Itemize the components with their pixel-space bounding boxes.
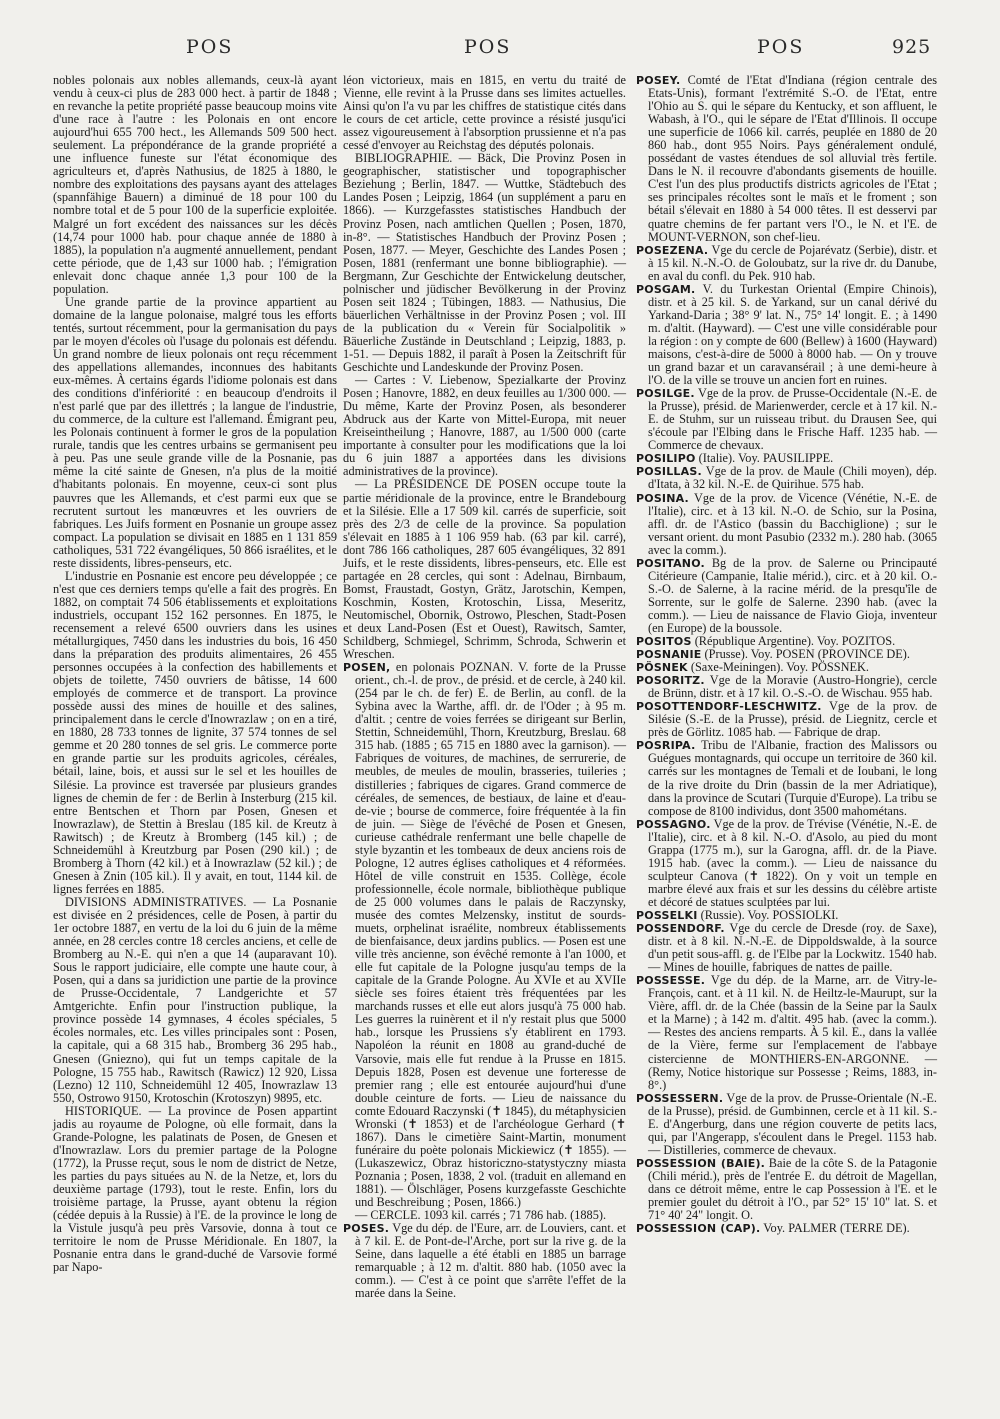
- entry-headword: PÖSNEK: [636, 661, 688, 675]
- entry-text: (République Argentine). Voy. POZITOS.: [694, 634, 896, 649]
- running-head-left: POS: [186, 36, 234, 58]
- entry-text: Vge de la prov. de Prusse-Orientale (N.-E. de la Prusse), présid. de Gumbinnen, cercle et à 11 kil. S.-E. d'Angerburg, dans une région couverte de petits lacs, qui, par l'Angerapp, s'écoulent dans le Pregel. 1153 hab. — Distilleries, commerce de chevaux.: [648, 1090, 937, 1157]
- dictionary-entry: [636, 244, 937, 283]
- entry-headword: POSSESSERN.: [636, 1091, 724, 1105]
- column-middle: [343, 74, 626, 1300]
- entry-headword: POSSESSE.: [636, 974, 706, 988]
- paragraph: Une grande partie de la province appartient au domaine de la langue polonaise, malgré tous les efforts tentés, surtout récemment, pour la germanisation du pays par le moyen d'écoles où l'usage du polonais est défendu. Un grand nombre de lieux polonais ont reçu récemment des appellations allemandes, inconnues des habitants eux-mêmes. À certains égards l'idiome polonais est dans des conditions d'infériorité : en beaucoup d'endroits il n'est parlé que par des illettrés ; la langue de l'industrie, du commerce, de la culture est l'allemand. Émigrant peu, les Polonais continuent à former le gros de la population rurale, tandis que les centres urbains se germanisent peu à peu. Pas une seule grande ville de la Posnanie, pas même la cité sainte de Gnesen, n'a plus de la moitié d'habitants polonais. En moyenne, ceux-ci sont plus pauvres que les Allemands, et c'est parmi eux que se recrutent surtout les manœuvres et les ouvriers de fabriques. Les Juifs forment en Posnanie un groupe assez compact. La population se divisait en 1885 en 1 131 859 catholiques, 531 722 évangéliques, 50 866 israélites, et le reste dissidents, libres-penseurs, etc.: [53, 294, 337, 570]
- entry-text: Vge de la prov. de Prusse-Occidentale (N.-E. de la Prusse), présid. de Marienwerder, cercle et à 17 kil. N.-E. de Stuhm, sur un ruisseau tribut. du Drausen See, qui s'écoule par l'Elbing dans le Frische Haff. 1235 hab. — Commerce de chevaux.: [648, 386, 938, 453]
- entry-headword: POSILIPO: [636, 452, 696, 466]
- running-head-middle: POS: [464, 36, 512, 58]
- entry-headword: POSSENDORF.: [636, 922, 725, 936]
- paragraph: nobles polonais aux nobles allemands, ceux-là ayant vendu à ceux-ci plus de 283 000 hect. à partir de 1848 ; en revanche la petite propriété passe beaucoup moins vite d'une race à l'autre : les Polonais en ont encore aujourd'hui 655 700 hect., les Allemands 509 500 hect. seulement. La prépondérance de la grande propriété a une influence funeste sur l'état économique des agriculteurs et, d'après Nathusius, de 1825 à 1880, le nombre des exploitations des paysans ayant des attelages (spannfähige Bauern) a diminué de 18 pour 100 du nombre total et de 5 pour 100 de la superficie exploitée. Malgré un fort excédent des naissances sur les décès (14,74 pour 1000 hab. pour chaque année de 1880 à 1885), la population n'a augmenté annuellement, pendant cette période, que de 1,43 sur 1000 hab. ; l'émigration enlevait donc chaque année 1,3 pour 100 de la population.: [53, 73, 337, 296]
- entry-headword: POSEN,: [343, 661, 391, 675]
- dictionary-entry: [343, 661, 626, 1209]
- entry-text: Vge du dép. de la Marne, arr. de Vitry-le-François, cant. et à 11 kil. N. de Heiltz-le-Maurupt, sur la Vière, affl. dr. de la Chée (bassin de la Seine par la Saulx et la Marne) ; à 142 m. d'altit. 495 hab. (avec la comm.). — Restes des anciens remparts. À 5 kil. E., dans la vallée de la Vière, ferme sur l'emplacement de l'abbaye cistercienne de MONTHIERS-EN-ARGONNE. — (Remy, Notice historique sur Possesse ; Reims, 1883, in-8°.): [648, 973, 937, 1092]
- dictionary-entry: [636, 739, 937, 817]
- paragraph: DIVISIONS ADMINISTRATIVES. — La Posnanie est divisée en 2 présidences, celle de Posen, à partir du 1er octobre 1887, en vertu de la loi du 6 juin de la même année, en 28 cercles contre 18 cercles anciens, et celle de Bromberg au N.-E. qui n'en a que 14 (auparavant 10). Sous le rapport judiciaire, elle compte une haute cour, à Posen, qui a dans sa juridiction une partie de la province de Prusse-Occidentale, 7 Landgerichte et 57 Amtgerichte. Enfin pour l'instruction publique, la province possède 14 gymnases, 4 écoles spéciales, 5 écoles normales, etc. Les villes principales sont : Posen, la capitale, qui a 68 315 hab., Bromberg 36 295 hab., Gnesen (Gniezno), qui fut un temps capitale de la Pologne, 15 755 hab., Rawitsch (Rawicz) 12 920, Lissa (Lezno) 12 110, Schneidemühl 12 405, Inowrazlaw 13 550, Ostrowo 9150, Krotoschin (Krotoszyn) 9895, etc.: [53, 894, 337, 1105]
- entry-text: Voy. PALMER (TERRE DE).: [763, 1221, 910, 1236]
- entry-headword: POSNANIE: [636, 648, 702, 662]
- entry-headword: POSORITZ.: [636, 674, 705, 688]
- paragraph: — La PRÉSIDENCE DE POSEN occupe toute la partie méridionale de la province, entre le Brandebourg et la Silésie. Elle a 17 509 kil. carrés de superficie, soit près des 2/3 de celle de la province. Sa population s'élevait en 1885 à 1 106 959 hab. (63 par kil. carré), dont 786 166 catholiques, 287 605 évangéliques, 32 891 Juifs, et le reste dissidents, libres-penseurs, etc. Elle est partagée en 28 cercles, qui sont : Adelnau, Birnbaum, Bomst, Fraustadt, Gostyn, Grätz, Jarotschin, Kempen, Koschmin, Kosten, Krotoschin, Lissa, Meseritz, Neutomischel, Obornik, Ostrowo, Pleschen, Stadt-Posen et deux Land-Posen (Est et Ouest), Rawitsch, Samter, Schildberg, Schmiegel, Schrimm, Schroda, Schwerin et Wreschen.: [343, 477, 626, 662]
- entry-text: Vge de la Moravie (Austro-Hongrie), cercle de Brünn, distr. et à 17 kil. O.-S.-O. de Wischau. 955 hab.: [648, 673, 937, 701]
- running-head-right: POS: [757, 36, 805, 58]
- entry-headword: POSEY.: [636, 74, 681, 87]
- entry-text: V. du Turkestan Oriental (Empire Chinois), distr. et à 25 kil. S. de Yarkand, sur un canal dérivé du Yarkand-Daria ; 38° 9' lat. N., 75° 14' longit. E. ; à 1490 m. d'altit. (Hayward). — C'est une ville considérable pour la région : on y compte de 600 (Bellew) à 1600 (Hayward) maisons, c'est-à-dire de 5000 à 8000 hab. — On y trouve un grand bazar et un caravansérail ; à une demi-heure à l'O. de la ville se trouve un ancien fort en ruines.: [648, 281, 937, 388]
- entry-headword: POSSELKI: [636, 909, 698, 922]
- entry-text: (Prusse). Voy. POSEN (PROVINCE DE).: [704, 647, 910, 662]
- entry-text: Bg de la prov. de Salerne ou Principauté Citérieure (Campanie, Italie mérid.), circ. et à 20 kil. O.-S.-O. de Salerne, à la racine mérid. de la presqu'île de Sorrente, sur le golfe de Salerne. 2390 hab. (avec la comm.). — Lieu de naissance de Flavio Gioja, inventeur (en Europe) de la boussole.: [648, 555, 937, 635]
- entry-text: Vge de la prov. de Maule (Chili moyen), dép. d'Itata, à 32 kil. N.-E. de Quirihue. 575 hab.: [648, 464, 937, 492]
- dictionary-entry: [636, 1092, 937, 1157]
- entry-text: en polonais POZNAN. V. forte de la Prusse orient., ch.-l. de prov., de présid. et de cercle, à 240 kil. (254 par le ch. de fer) E. de Berlin, au confl. de la Sybina avec la Warthe, affl. dr. de l'Oder ; à 95 m. d'altit. ; centre de voies ferrées se dirigeant sur Berlin, Stettin, Schneidemühl, Thorn, Kreutzburg, Breslau. 68 315 hab. (1885 ; 65 715 en 1880 avec la garnison). — Fabriques de voitures, de machines, de serrurerie, de meubles, de meules de moulin, brasseries, tuileries ; distilleries ; fabriques de cigares. Grand commerce de céréales, de semences, de bestiaux, de laine et d'eau-de-vie ; bourse de commerce, foire fréquentée à la fin de juin. — Siège de l'évêché de Posen et Gnesen, curieuse cathédrale renfermant une belle chapelle de style byzantin et les tombeaux de deux anciens rois de Pologne, 12 autres églises catholiques et 4 réformées. Hôtel de ville construit en 1535. Collège, école professionnelle, école normale, bibliothèque publique de 25 000 volumes dans le palais de Raczynsky, musée des comtes Melzensky, institut de sourds-muets, orphelinat israélite, nombreux établissements de bienfaisance, deux jardins publics. — Posen est une ville très ancienne, son évêché remonte à l'an 1000, et elle fut capitale de la Pologne jusqu'au temps de la capitale de la Grande Pologne. Au XVIe et au XVIIe siècle ses foires étaient très fréquentées par les marchands russes et elle eut alors jusqu'à 75 000 hab. Les guerres la ruinèrent et il n'y restait plus que 5000 hab., lorsque les Prussiens s'y établirent en 1793. Napoléon la réunit en 1808 au grand-duché de Varsovie, mais elle fut rendue à la Prusse en 1815. Depuis 1828, Posen est devenue une forteresse de premier rang ; elle est entourée aujourd'hui d'une double ceinture de forts. — Lieu de naissance du comte Edouard Raczynski (✝ 1845), du métaphysicien Wronski (✝ 1853) et de l'archéologue Gerhard (✝ 1867). Dans le cimetière Saint-Martin, monument funéraire du poète polonais Mickiewicz (✝ 1855). — (Lukaszewicz, Obraz historiczno-statystyczny miasta Poznania ; Posen, 1838, 2 vol. (traduit en allemand en 1881). — Ölschläger, Posens kurzgefasste Geschichte und Beschreibung ; Posen, 1866.): [355, 660, 626, 1210]
- entry-text: (Italie). Voy. PAUSILIPPE.: [698, 451, 834, 466]
- dictionary-entry: [636, 557, 937, 635]
- entry-headword: POSOTTENDORF-LESCHWITZ.: [636, 700, 822, 714]
- entry-text: Vge du cercle de Dresde (roy. de Saxe), distr. et à 8 kil. N.-N.-E. de Dippoldswalde, à la source d'un petit sous-affl. g. de l'Elbe par la Lockwitz. 1540 hab. — Mines de houille, fabriques de nattes de paille.: [648, 921, 937, 975]
- entry-text: Comté de l'Etat d'Indiana (région centrale des Etats-Unis), formant l'extrémité S.-O. de l'Etat, entre l'Ohio au S. qui le sépare du Kentucky, et son affluent, le Wabash, à l'O., qui le sépare de l'Etat d'Illinois. Il occupe une superficie de 1066 kil. carrés, peuplée en 1880 de 20 860 hab., dont 955 Noirs. Pays généralement ondulé, possédant de vastes étendues de sol alluvial très fertile. Dans le N. il recouvre d'abondants gisements de houille. C'est l'un des plus productifs districts agricoles de l'Etat ; ses principales récoltes sont le maïs et le froment ; son bétail s'élevait en 1880 à 54 000 têtes. Il est desservi par quatre chemins de fer partant vers l'O., le N. et l'E. de MOUNT-VERNON, son chef-lieu.: [648, 73, 937, 244]
- entry-headword: POSES.: [343, 1222, 390, 1236]
- entry-headword: POSILLAS.: [636, 465, 702, 479]
- dictionary-entry: [636, 1222, 937, 1235]
- entry-headword: POSINA.: [636, 491, 689, 505]
- entry-headword: POSILGE.: [636, 387, 695, 401]
- entry-headword: POSSAGNO.: [636, 817, 711, 831]
- dictionary-entry: [636, 818, 937, 909]
- entry-text: Vge de la prov. de Silésie (S.-E. de la Prusse), présid. de Liegnitz, cercle et près de Görlitz. 1085 hab. — Fabrique de drap.: [648, 699, 938, 740]
- paragraph: HISTORIQUE. — La province de Posen appartint jadis au royaume de Pologne, où elle formait, dans la Grande-Pologne, les palatinats de Posen, de Gnesen et d'Inowrazlaw. Lors du premier partage de la Pologne (1772), la Prusse reçut, sous le nom de district de Netze, les parties du pays situées au N. de la Netze, et, lors du deuxième partage (1793), tout le reste. Enfin, lors du troisième partage, la Prusse, ayant obtenu la région (cédée depuis à la Russie) à l'E. de la province le long de la Vistule jusqu'à peu près Varsovie, donna à tout ce territoire le nom de Prusse Méridionale. En 1807, la Posnanie entra dans le grand-duché de Varsovie formé par Napo-: [53, 1103, 337, 1275]
- dictionary-entry: [636, 974, 937, 1091]
- dictionary-entry: [636, 74, 937, 244]
- dictionary-entry: [636, 387, 937, 452]
- dictionary-entry: [636, 700, 937, 739]
- dictionary-entry: [636, 1157, 937, 1222]
- entry-text: Vge du cercle de Pojarévatz (Serbie), distr. et à 15 kil. N.-N.-O. de Goloubatz, sur la rive dr. du Danube, en aval du confl. du Pek. 910 hab.: [648, 242, 937, 283]
- paragraph: L'industrie en Posnanie est encore peu développée ; ce n'est que ces derniers temps qu'elle a fait des progrès. En 1882, on comptait 74 506 établissements et exploitations industriels, occupant 152 162 personnes. En 1875, le recensement a relevé 6500 ouvriers dans les usines métallurgiques, 7450 dans les industries du bois, 16 450 dans la préparation des produits alimentaires, 26 455 personnes occupées à la confection des habillements et objets de toilette, 7450 ouvriers de bâtisse, 14 600 employés de commerce et de transport. La province possède aussi des mines de houille et des salines, principalement dans le cercle d'Inowrazlaw ; on en a tiré, en 1880, 28 733 tonnes de lignite, 37 574 tonnes de sel gemme et 20 280 tonnes de sel gris. Le commerce porte en grande partie sur les produits agricoles, céréales, bétail, laine, bois, et aussi sur le sel et les houilles de Silésie. La province est traversée par plusieurs grandes lignes de chemin de fer : de Berlin à Insterburg (215 kil. entre Bentschen et Thorn par Posen, Gnesen et Inowrazlaw), de Stettin à Breslau (185 kil. de Kreutz à Rawitsch) ; de Kreutz à Bromberg (145 kil.) ; de Schneidemühl à Kreutzburg par Posen (290 kil.) ; de Bromberg à Thorn (42 kil.) et à Inowrazlaw (52 kil.) ; de Gnesen à Znin (105 kil.). Il y avait, en tout, 1144 kil. de lignes ferrées en 1885.: [53, 568, 337, 896]
- dictionary-entry: [636, 922, 937, 974]
- entry-text: Tribu de l'Albanie, fraction des Malissors ou Guégues montagnards, qui occupe un territoire de 360 kil. carrés sur les montagnes de Temali et de Ioubani, le long de la rive droite du Drin (bassin de la mer Adriatique), dans la province de Scutari (Turquie d'Europe). La tribu se compose de 8100 individus, dont 3500 mahométans.: [648, 738, 937, 818]
- entry-text: (Russie). Voy. POSSIOLKI.: [700, 908, 839, 922]
- paragraph: léon victorieux, mais en 1815, en vertu du traité de Vienne, elle revint à la Prusse dans ses limites actuelles. Ainsi qu'on l'a vu par les chiffres de statistique cités dans le cours de cet article, cette province a résisté jusqu'ici assez vigoureusement à l'absorption prussienne et n'a pas cessé d'envoyer au Reichstag des députés polonais.: [343, 73, 626, 153]
- entry-headword: POSRIPA.: [636, 739, 696, 753]
- dictionary-entry: [636, 465, 937, 491]
- entry-text: Vge de la prov. de Trévise (Vénétie, N.-E. de l'Italie), circ. et à 8 kil. N.-O. d'Asolo, au pied du mont Grappa (1775 m.), sur la Garogna, affl. dr. de la Piave. 1915 hab. (avec la comm.). — Lieu de naissance du sculpteur Canova (✝ 1822). On y voit un temple en marbre élevé aux frais et sur les dessins du célèbre artiste et décoré de statues sculptées par lui.: [648, 816, 937, 909]
- entry-headword: POSSESSION (BAIE).: [636, 1156, 766, 1170]
- dictionary-entry: [636, 283, 937, 387]
- entry-headword: POSEZENA.: [636, 243, 709, 257]
- paragraph: BIBLIOGRAPHIE. — Bäck, Die Provinz Posen in geographischer, statistischer und topographischer Beziehung ; Berlin, 1847. — Wuttke, Städtebuch des Landes Posen ; Leipzig, 1864 (un supplément a paru en 1866). — Kurzgefasstes statistisches Handbuch der Provinz Posen, nach amtlichen Quellen ; Posen, 1870, in-8°. — Statistisches Handbuch der Provinz Posen ; Posen, 1877. — Meyer, Geschichte des Landes Posen ; Posen, 1881 (renfermant une bonne bibliographie). — Bergmann, Zur Geschichte der Entwickelung deutscher, polnischer und jüdischer Bevölkerung in der Provinz Posen seit 1824 ; Tübingen, 1883. — Nathusius, Die bäuerlichen Verhältnisse in der Provinz Posen ; vol. III de la publication du « Verein für Socialpolitik » Bäuerliche Zustände in Deutschland ; Leipzig, 1883, p. 1-51. — Depuis 1882, il paraît à Posen la Zeitschrift für Geschichte und Landeskunde der Provinz Posen.: [343, 151, 626, 375]
- dictionary-entry: [636, 492, 937, 557]
- page-number: 925: [892, 36, 932, 58]
- entry-headword: POSITOS: [636, 635, 692, 649]
- paragraph: — CERCLE. 1093 kil. carrés ; 71 786 hab. (1885).: [355, 1208, 607, 1223]
- entry-headword: POSGAM.: [636, 282, 696, 296]
- entry-text: Vge du dép. de l'Eure, arr. de Louviers, cant. et à 7 kil. E. de Pont-de-l'Arche, port sur la rive g. de la Seine, dans laquelle a été établi en 1885 un barrage remarquable ; à 12 m. d'altit. 880 hab. (1050 avec la comm.). — C'est à ce point que s'arrête l'effet de la marée dans la Seine.: [355, 1221, 627, 1301]
- entry-text: Vge de la prov. de Vicence (Vénétie, N.-E. de l'Italie), circ. et à 13 kil. N.-O. de Schio, sur la Posina, affl. dr. de l'Astico (bassin du Bacchiglione) ; sur le versant orient. du mont Pasubio (2332 m.). 280 hab. (3065 avec la comm.).: [648, 490, 937, 557]
- dictionary-entry: [343, 1222, 626, 1300]
- dictionary-entry: [636, 674, 937, 700]
- entry-headword: POSSESSION (CAP).: [636, 1222, 761, 1236]
- column-left: [53, 74, 337, 1274]
- paragraph: — Cartes : V. Liebenow, Spezialkarte der Provinz Posen ; Hanovre, 1882, en deux feuilles au 1/300 000. — Du même, Karte der Provinz Posen, als besonderer Abdruck aus der Karte von Mittel-Europa, mit neuer Kreiseintheilung ; Hanovre, 1887, au 1/500 000 (carte importante à consulter pour les modifications que la loi du 6 juin 1887 a apportées dans les divisions administratives de la province).: [343, 373, 626, 479]
- entry-headword: POSITANO.: [636, 556, 705, 570]
- entry-text: (Saxe-Meiningen). Voy. PÖSSNEK.: [690, 660, 869, 675]
- entry-text: Baie de la côte S. de la Patagonie (Chili mérid.), près de l'entrée E. du détroit de Magellan, dans ce détroit même, entre le cap Possession à l'E. et le premier goulet du détroit à l'O., par 52° 15' 10" lat. S. et 71° 40' 24" longit. O.: [648, 1155, 938, 1223]
- column-right: [636, 74, 937, 1235]
